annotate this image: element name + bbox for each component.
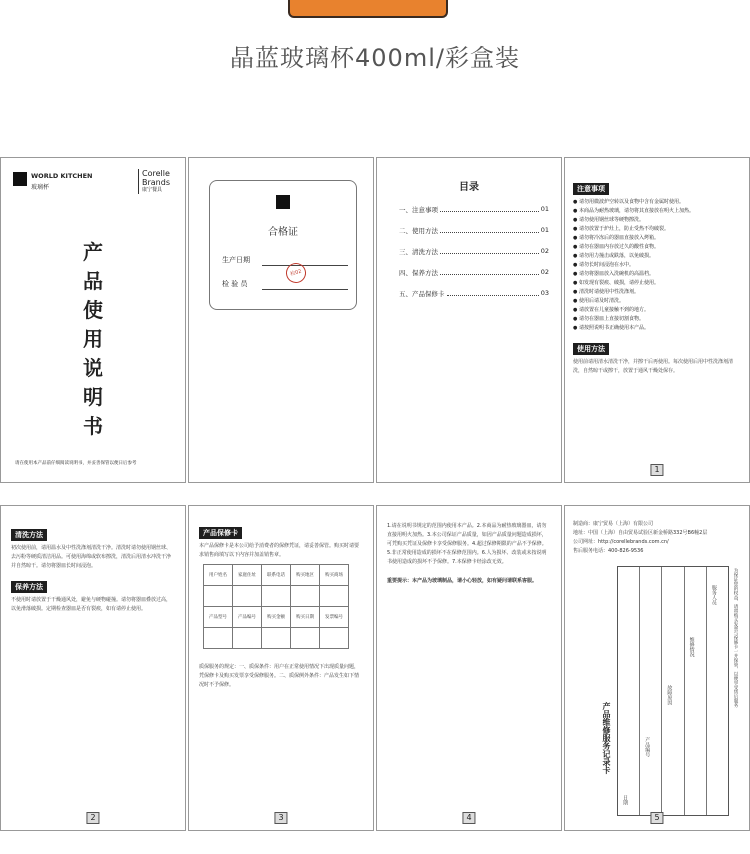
note-item: ● 使用后请及时清洗。 <box>573 298 624 304</box>
form-cell: 联系电话 <box>262 565 291 586</box>
service-record-page <box>564 505 750 831</box>
production-date-line <box>262 265 348 266</box>
manual-title: 产品使用说明书 <box>83 240 103 438</box>
page-number: 5 <box>650 812 663 824</box>
inspector-label: 检 验 员 <box>222 280 248 288</box>
page-number: 2 <box>86 812 99 824</box>
warranty-form <box>203 564 349 649</box>
maintenance-header: 保养方法 <box>11 581 47 593</box>
toc-page <box>376 157 562 483</box>
toc-title: 目录 <box>459 182 479 193</box>
warranty-header: 产品保修卡 <box>199 527 242 539</box>
service-record-table <box>617 566 729 816</box>
page-number: 4 <box>462 812 475 824</box>
form-cell: 家庭住址 <box>233 565 262 586</box>
cleaning-text: 初次使用前，请用温水及中性洗涤剂清洗干净。清洗时请勿使用钢丝球、去污粉等硬质清洁用品。可使用海绵或软布擦洗，清洗后用清水冲洗干净并自然晾干。请勿将器皿长时间浸泡。 <box>11 545 172 569</box>
manufacturer-address: 地址：中国（上海）自由贸易试验区新金桥路332号B6幢2层 <box>573 530 708 536</box>
note-item: ● 请勿用力撞击或跌落，以免破损。 <box>573 253 654 259</box>
toc-item: 一、注意事项 01 <box>399 205 549 214</box>
note-item: ● 本商品为耐热玻璃，请勿将其直接放在明火上加热。 <box>573 208 694 214</box>
warranty-text: 本产品保修卡是本公司给予消费者的保修凭证，请妥善保管。购买时请要求销售商填写以下内容并加盖销售章。 <box>199 543 360 558</box>
notes-page <box>564 157 750 483</box>
certificate-logo-icon <box>276 195 290 209</box>
form-cell: 购买日期 <box>291 607 320 628</box>
form-cell: 发票编号 <box>320 607 349 628</box>
note-item: ● 请勿将器皿放入洗碗机的高温档。 <box>573 271 654 277</box>
record-col-header: 日期 <box>622 795 628 805</box>
cleaning-page <box>0 505 186 831</box>
terms-text: 1.请在说明书规定的范围内使用本产品。2.本商品为耐热玻璃器皿，请勿直接用明火加热。3.本公司保证产品质量，如因产品质量问题造成损坏，可凭购买凭证及保修卡享受保修服务。4.超过保修期限的产品不予保修。5.非正常使用造成的损坏不在保修范围内。6.人为损坏、改装或未按说明书使用造成的损坏不予保修。7.本保修卡经涂改无效。 <box>387 523 547 565</box>
note-item: ● 请勿在器皿上直接切割食物。 <box>573 316 644 322</box>
usage-header: 使用方法 <box>573 343 609 355</box>
cleaning-header: 清洗方法 <box>11 529 47 541</box>
brand-product: 玻璃杯 <box>31 184 50 191</box>
warranty-rules: 质保服务的规定：一、质保条件：用户在正常使用情况下出现质量问题，凭保修卡及购买发票享受保修服务。二、质保例外条件：产品发生如下情况时不予保修。 <box>199 664 360 688</box>
form-cell: 购买金额 <box>262 607 291 628</box>
record-table-title: 产品维修服务记录卡 <box>602 702 611 774</box>
product-box-top <box>288 0 448 18</box>
note-item: ● 请勿将冷冻后的器皿直接放入烤箱。 <box>573 235 659 241</box>
note-item: ● 请放置在儿童接触不到的地方。 <box>573 307 649 313</box>
usage-text: 使用前请用清水清洗干净，并擦干后再使用。每次使用后用中性洗涤剂清洗，自然晾干或擦干，放置于通风干燥处保存。 <box>573 359 734 374</box>
form-cell: 用户姓名 <box>204 565 233 586</box>
corelle-brand-cn: 康宁餐具 <box>142 187 163 193</box>
world-kitchen-logo-icon <box>13 172 27 186</box>
brand-name: WORLD KITCHEN <box>31 172 93 180</box>
cover-footer-note: 请在使用本产品前仔细阅读说明书，并妥善保管以便日后参考 <box>15 461 137 466</box>
service-hotline: 售后服务电话：400-826-9536 <box>573 548 644 554</box>
note-item: ● 请勿长时间浸泡在水中。 <box>573 262 634 268</box>
record-side-note: 为保证您的权益，请将购买发票与保修卡一并保管，以便享受售后服务 <box>733 568 738 708</box>
note-item: ● 请勿使用钢丝球等硬物擦洗。 <box>573 217 644 223</box>
corelle-brand-2: Brands <box>142 178 170 187</box>
note-item: ● 请勿放置于炉灶上，防止受热不均破裂。 <box>573 226 669 232</box>
product-caption: 晶蓝玻璃杯400ml/彩盒装 <box>230 44 520 72</box>
form-cell: 产品编号 <box>233 607 262 628</box>
page-number: 1 <box>650 464 663 476</box>
form-cell: 购买地区 <box>291 565 320 586</box>
note-item: ● 请勿在器皿内存放过久的酸性食物。 <box>573 244 659 250</box>
form-cell: 购买商场 <box>320 565 349 586</box>
certificate-card <box>209 180 357 310</box>
notes-header: 注意事项 <box>573 183 609 195</box>
toc-item: 三、清洗方法 02 <box>399 247 549 256</box>
manufacturer: 制造商：康宁贸易（上海）有限公司 <box>573 521 654 527</box>
note-item: ● 如发现有裂痕、破损，请停止使用。 <box>573 280 659 286</box>
certificate-title: 合格证 <box>268 227 298 238</box>
record-col-header: 故障原因 <box>666 685 673 705</box>
warranty-card-page <box>188 505 374 831</box>
record-col-header: 维修情况 <box>688 637 695 657</box>
record-col-header: 产品编号 <box>644 737 651 757</box>
toc-item: 五、产品保修卡 03 <box>399 289 549 298</box>
terms-page <box>376 505 562 831</box>
manual-cover-page <box>0 157 186 483</box>
page-number: 3 <box>274 812 287 824</box>
note-item: ● 请按照说明书正确使用本产品。 <box>573 325 649 331</box>
terms-important-note: 重要提示：本产品为玻璃制品，请小心轻放，如有疑问请联系客服。 <box>387 578 538 584</box>
record-col-header: 服务人员 <box>710 585 717 605</box>
corelle-brand: Corelle <box>142 169 170 178</box>
inspector-line <box>262 289 348 290</box>
inspection-stamp: 检02 <box>284 261 308 285</box>
maintenance-text: 不使用时请放置于干燥通风处，避免与硬物碰撞。请勿将器皿叠放过高，以免滑落破损。定期检查器皿是否有裂痕，如有请停止使用。 <box>11 597 172 612</box>
toc-item: 二、使用方法 01 <box>399 226 549 235</box>
certificate-page <box>188 157 374 483</box>
form-cell: 产品型号 <box>204 607 233 628</box>
note-item: ● 请勿用微波炉空转以及食物中含有金属时使用。 <box>573 199 684 205</box>
company-website: 公司网址：http://corellebrands.com.cn/ <box>573 539 669 545</box>
note-item: ● 清洗时请使用中性洗涤剂。 <box>573 289 639 295</box>
production-date-label: 生产日期 <box>222 256 250 264</box>
toc-item: 四、保养方法 02 <box>399 268 549 277</box>
